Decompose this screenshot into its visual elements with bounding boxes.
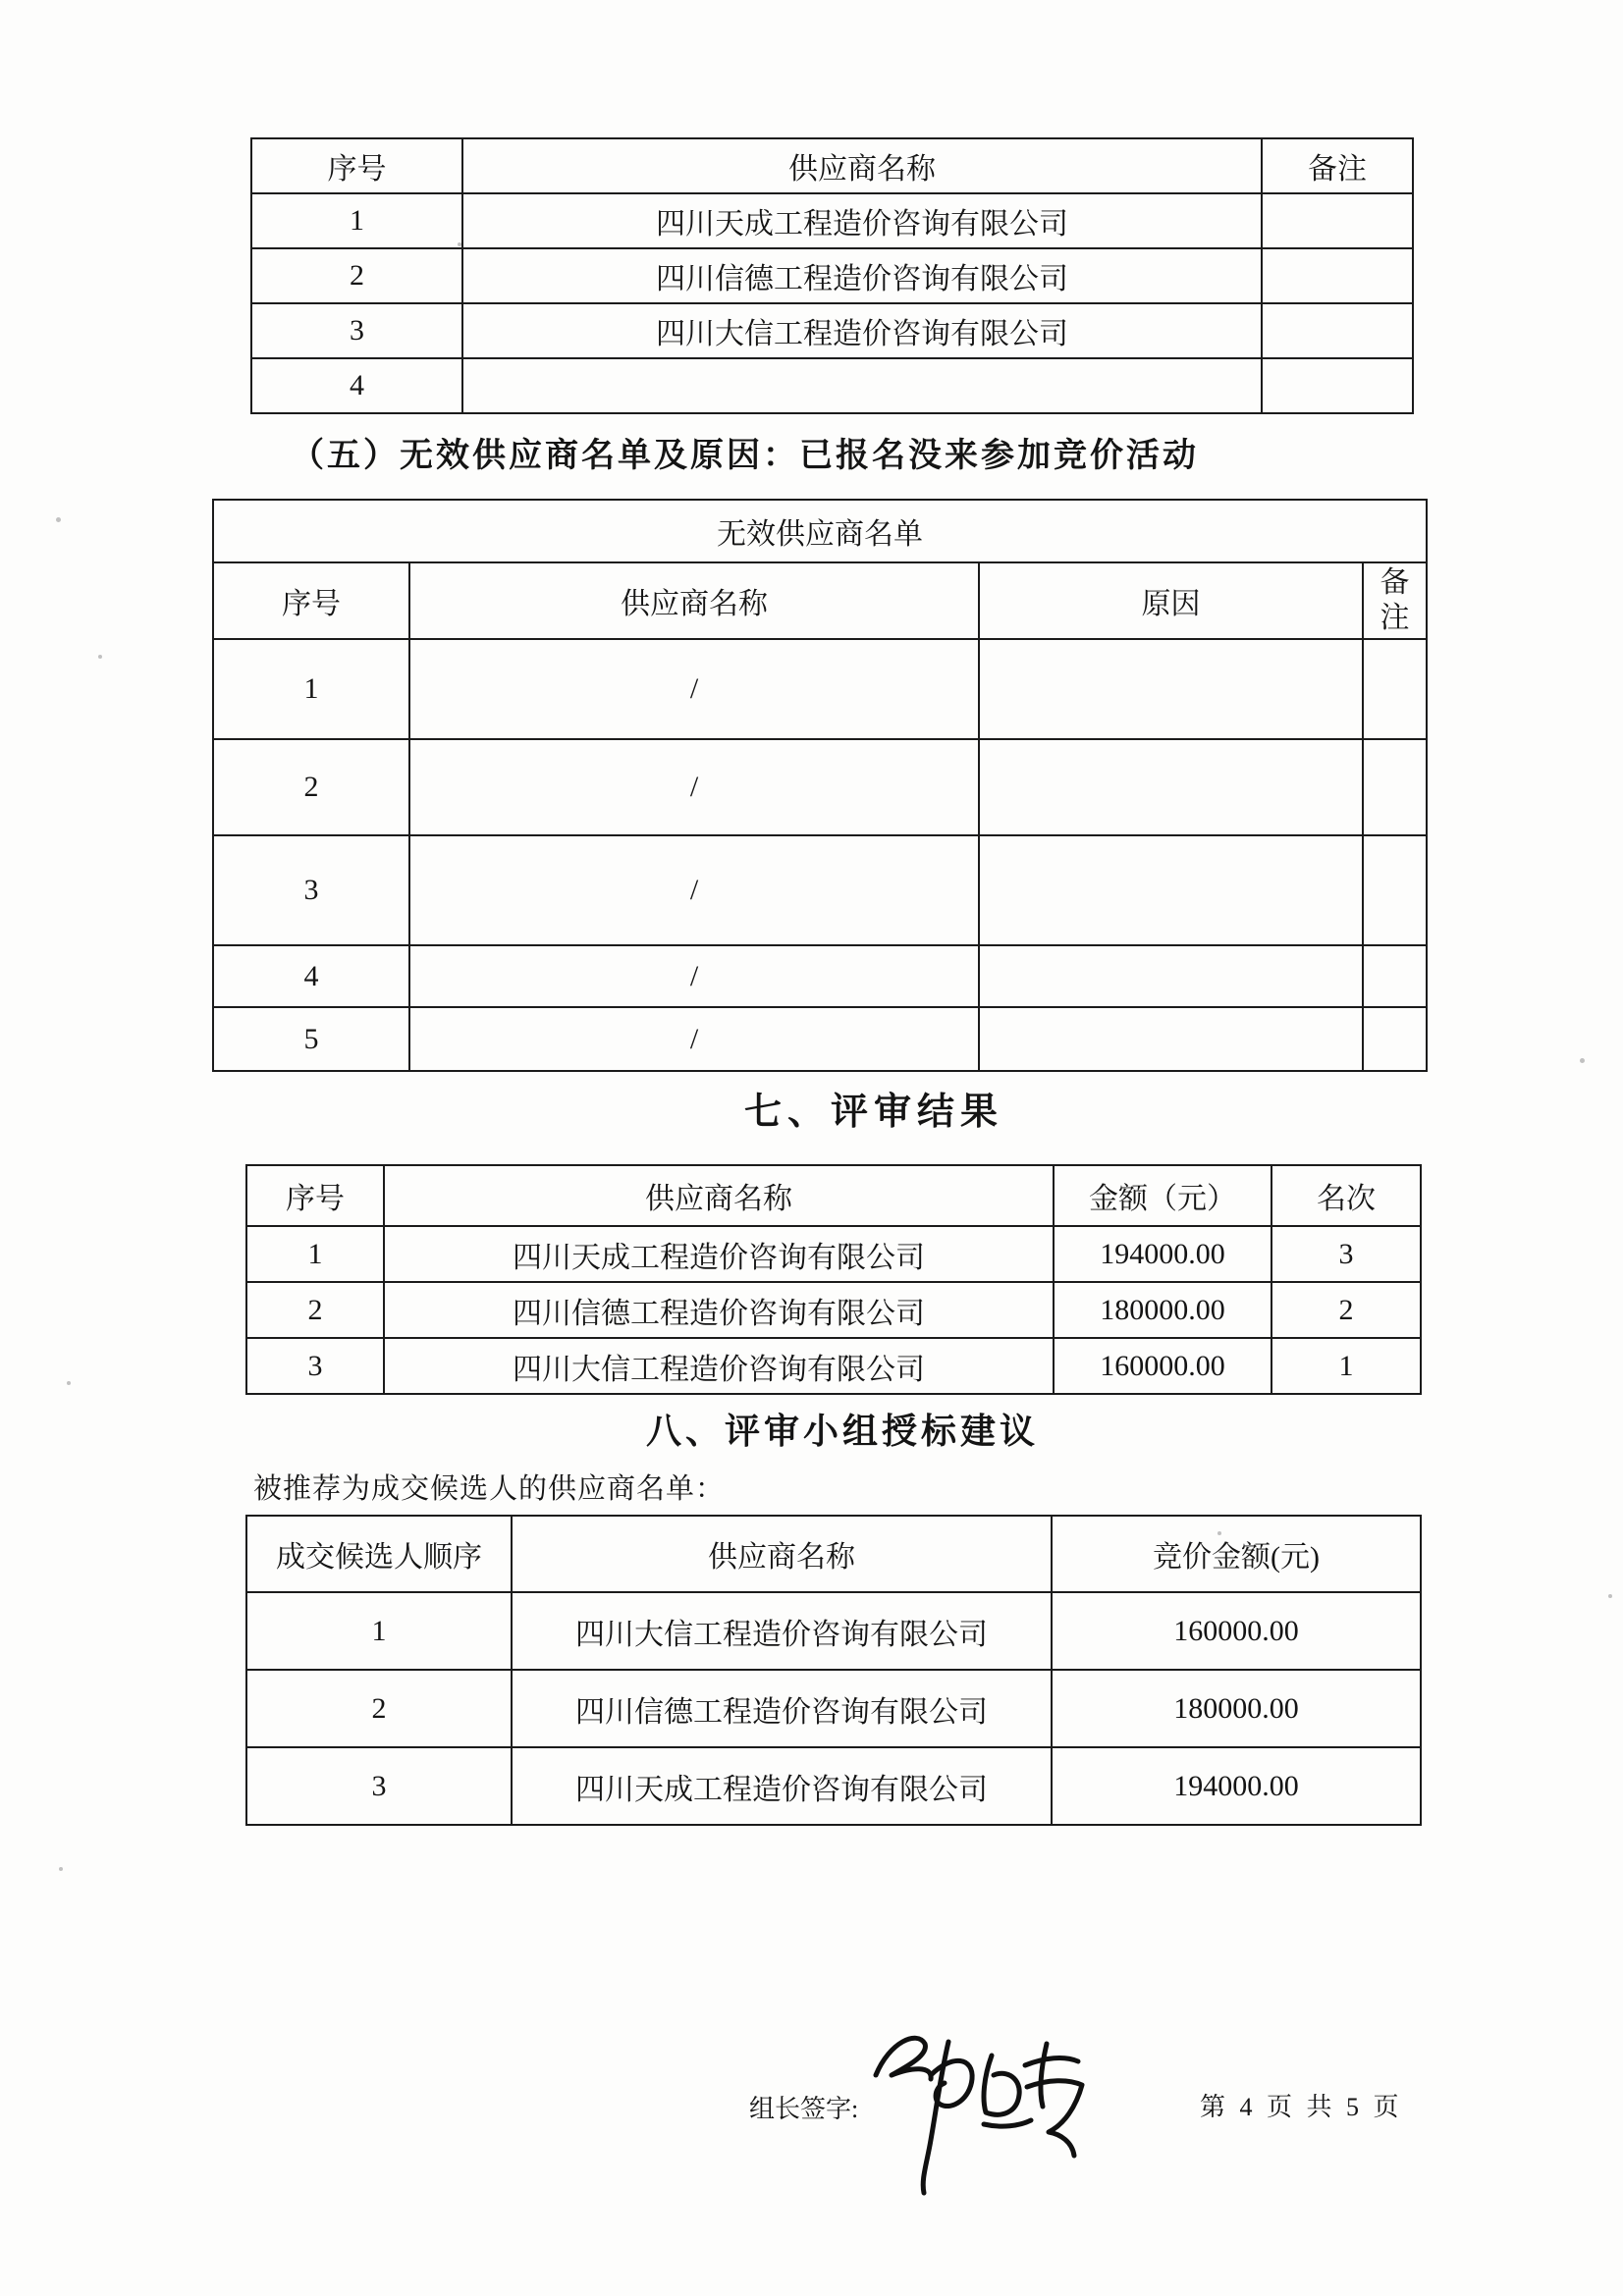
table-header-row	[251, 138, 1413, 193]
cell-amount: 180000.00	[1052, 1670, 1421, 1747]
cell-supplier-name: 四川大信工程造价咨询有限公司	[512, 1592, 1052, 1670]
cell-no: 1	[213, 639, 409, 739]
award-candidates-table	[245, 1515, 1422, 1826]
table-row	[246, 1670, 1421, 1747]
table-row	[251, 193, 1413, 248]
section8-heading: 八、评审小组授标建议	[645, 1412, 1039, 1451]
cell-supplier-name: 四川信德工程造价咨询有限公司	[462, 248, 1262, 303]
scan-speck	[458, 242, 461, 246]
cell-remark	[1262, 303, 1413, 358]
table-row	[251, 358, 1413, 413]
col-header-reason: 原因	[979, 562, 1363, 639]
cell-no: 3	[246, 1747, 512, 1825]
table-row	[246, 1282, 1421, 1338]
table-title: 无效供应商名单	[213, 500, 1427, 562]
cell-no: 3	[251, 303, 462, 358]
cell-remark	[1262, 248, 1413, 303]
cell-remark	[1363, 739, 1427, 835]
table-row	[246, 1592, 1421, 1670]
cell-supplier-name: 四川信德工程造价咨询有限公司	[384, 1282, 1054, 1338]
cell-no: 2	[213, 739, 409, 835]
cell-remark	[1363, 835, 1427, 945]
cell-no: 1	[246, 1226, 384, 1282]
cell-no: 1	[246, 1592, 512, 1670]
table-row	[251, 248, 1413, 303]
cell-remark	[1262, 358, 1413, 413]
table-row	[213, 945, 1427, 1007]
leader-signature-handwriting	[862, 2014, 1094, 2207]
cell-remark	[1363, 945, 1427, 1007]
cell-supplier-name: 四川天成工程造价咨询有限公司	[462, 193, 1262, 248]
cell-no: 4	[213, 945, 409, 1007]
cell-reason	[979, 639, 1363, 739]
scan-speck	[1608, 1594, 1612, 1598]
col-header-no: 序号	[246, 1165, 384, 1226]
col-header-rank: 名次	[1271, 1165, 1421, 1226]
col-header-supplier: 供应商名称	[409, 562, 979, 639]
table-row	[213, 835, 1427, 945]
col-header-candidate-order: 成交候选人顺序	[246, 1516, 512, 1592]
cell-rank: 3	[1271, 1226, 1421, 1282]
cell-amount: 160000.00	[1052, 1592, 1421, 1670]
table-row	[246, 1747, 1421, 1825]
invalid-suppliers-table	[212, 499, 1428, 1072]
cell-supplier-name: 四川大信工程造价咨询有限公司	[462, 303, 1262, 358]
cell-no: 1	[251, 193, 462, 248]
cell-supplier-name: /	[409, 835, 979, 945]
table-row	[213, 739, 1427, 835]
cell-supplier-name: /	[409, 739, 979, 835]
table-title-row	[213, 500, 1427, 562]
cell-supplier-name: /	[409, 1007, 979, 1071]
cell-supplier-name: 四川天成工程造价咨询有限公司	[384, 1226, 1054, 1282]
registered-suppliers-table	[250, 137, 1414, 414]
table-header-row	[213, 562, 1427, 639]
cell-supplier-name: 四川信德工程造价咨询有限公司	[512, 1670, 1052, 1747]
cell-no: 2	[246, 1670, 512, 1747]
table-row	[246, 1338, 1421, 1394]
cell-supplier-name: 四川天成工程造价咨询有限公司	[512, 1747, 1052, 1825]
cell-no: 4	[251, 358, 462, 413]
leader-signature-label: 组长签字:	[749, 2095, 859, 2123]
cell-supplier-name	[462, 358, 1262, 413]
review-results-table	[245, 1164, 1422, 1395]
cell-supplier-name: /	[409, 639, 979, 739]
scan-speck	[59, 1867, 63, 1871]
cell-amount: 194000.00	[1054, 1226, 1271, 1282]
cell-no: 5	[213, 1007, 409, 1071]
cell-remark	[1363, 1007, 1427, 1071]
col-header-remark: 备注	[1363, 562, 1427, 639]
table-row	[213, 639, 1427, 739]
cell-supplier-name: /	[409, 945, 979, 1007]
cell-reason	[979, 739, 1363, 835]
col-header-bid-amount: 竞价金额(元)	[1052, 1516, 1421, 1592]
cell-remark	[1363, 639, 1427, 739]
cell-no: 3	[213, 835, 409, 945]
section7-heading: 七、评审结果	[743, 1092, 1003, 1133]
table-row	[246, 1226, 1421, 1282]
scan-speck	[1580, 1058, 1585, 1063]
section8-intro-text: 被推荐为成交候选人的供应商名单：	[253, 1473, 726, 1505]
cell-remark	[1262, 193, 1413, 248]
col-header-supplier: 供应商名称	[384, 1165, 1054, 1226]
section5-heading: （五）无效供应商名单及原因：已报名没来参加竞价活动	[291, 438, 1199, 474]
col-header-remark: 备注	[1262, 138, 1413, 193]
table-header-row	[246, 1165, 1421, 1226]
cell-rank: 2	[1271, 1282, 1421, 1338]
scan-speck	[98, 655, 102, 659]
cell-no: 2	[246, 1282, 384, 1338]
cell-reason	[979, 835, 1363, 945]
scan-speck	[56, 517, 61, 522]
col-header-no: 序号	[213, 562, 409, 639]
col-header-amount: 金额（元）	[1054, 1165, 1271, 1226]
page-number: 第 4 页 共 5 页	[1200, 2093, 1403, 2121]
cell-amount: 160000.00	[1054, 1338, 1271, 1394]
table-row	[213, 1007, 1427, 1071]
col-header-no: 序号	[251, 138, 462, 193]
cell-reason	[979, 1007, 1363, 1071]
cell-rank: 1	[1271, 1338, 1421, 1394]
cell-amount: 194000.00	[1052, 1747, 1421, 1825]
scan-speck	[1217, 1531, 1221, 1535]
table-row	[251, 303, 1413, 358]
col-header-supplier: 供应商名称	[462, 138, 1262, 193]
cell-supplier-name: 四川大信工程造价咨询有限公司	[384, 1338, 1054, 1394]
cell-no: 2	[251, 248, 462, 303]
cell-reason	[979, 945, 1363, 1007]
cell-no: 3	[246, 1338, 384, 1394]
cell-amount: 180000.00	[1054, 1282, 1271, 1338]
col-header-supplier: 供应商名称	[512, 1516, 1052, 1592]
scan-speck	[67, 1381, 71, 1385]
table-header-row	[246, 1516, 1421, 1592]
